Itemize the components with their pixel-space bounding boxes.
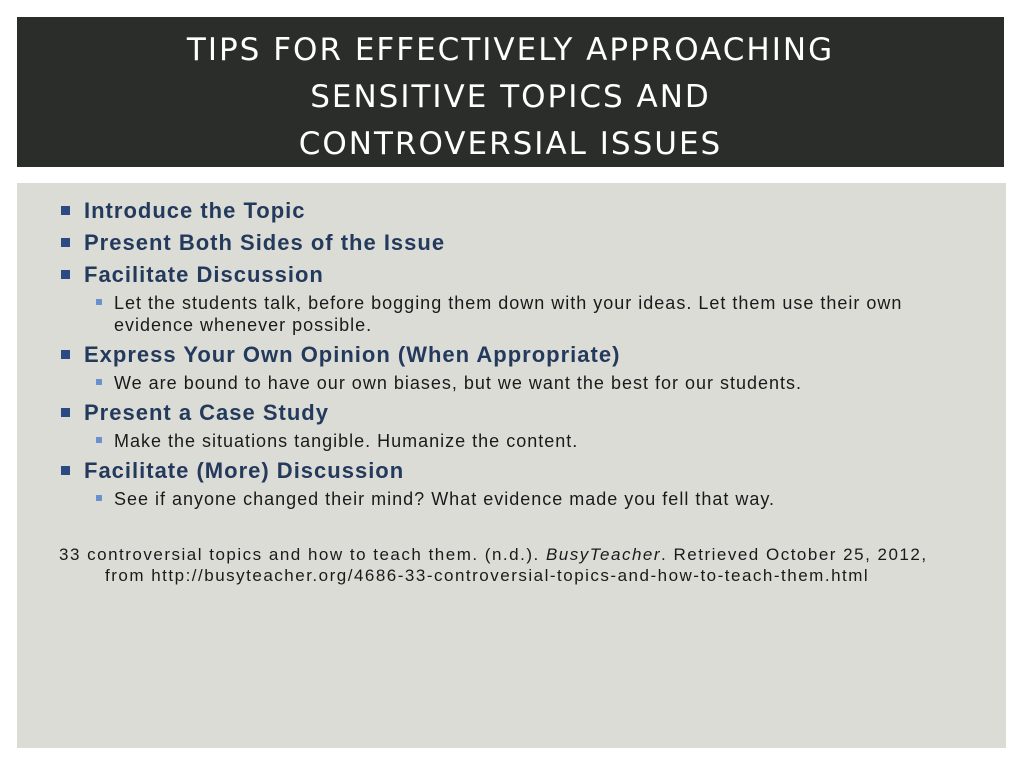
bullet-list: [59, 196, 976, 510]
small-square-bullet-icon: [96, 299, 102, 305]
sub-bullet-text: Let the students talk, before bogging them down with your ideas. Let them use their own evidence whenever possible.: [114, 293, 903, 335]
sub-bullet-text: We are bound to have our own biases, but we want the best for our students.: [114, 373, 803, 393]
bullet-introduce-topic: [59, 196, 976, 226]
citation-text-after: . Retrieved October 25, 2012, from http://busyteacher.org/4686-33-controversial-topics-and-how-to-teach-them.html: [105, 545, 928, 585]
bullet-text: Express Your Own Opinion (When Appropriate): [84, 342, 621, 367]
small-square-bullet-icon: [96, 437, 102, 443]
bullet-express-opinion: [59, 340, 976, 370]
square-bullet-icon: [61, 206, 70, 215]
bullet-text: Present a Case Study: [84, 400, 329, 425]
square-bullet-icon: [61, 408, 70, 417]
content-area: [17, 183, 1006, 748]
slide-title-line-1: TIPS FOR EFFECTIVELY APPROACHING: [186, 32, 835, 68]
citation: [59, 544, 976, 586]
bullet-text: Facilitate (More) Discussion: [84, 458, 405, 483]
sub-bullet-changed-mind: [89, 488, 976, 510]
square-bullet-icon: [61, 270, 70, 279]
title-bar: [17, 17, 1004, 167]
small-square-bullet-icon: [96, 495, 102, 501]
square-bullet-icon: [61, 238, 70, 247]
bullet-facilitate-discussion: [59, 260, 976, 290]
sub-bullet-let-students-talk: [89, 292, 976, 336]
slide-title-line-2: SENSITIVE TOPICS AND: [310, 79, 711, 115]
sub-bullet-biases: [89, 372, 976, 394]
bullet-present-both-sides: [59, 228, 976, 258]
sub-bullet-text: See if anyone changed their mind? What evidence made you fell that way.: [114, 489, 776, 509]
bullet-text: Introduce the Topic: [84, 198, 306, 223]
square-bullet-icon: [61, 350, 70, 359]
citation-text-before: 33 controversial topics and how to teach them. (n.d.).: [59, 545, 546, 564]
sub-bullet-text: Make the situations tangible. Humanize the content.: [114, 431, 579, 451]
bullet-case-study: [59, 398, 976, 428]
citation-source: BusyTeacher: [545, 545, 662, 564]
bullet-text: Present Both Sides of the Issue: [84, 230, 446, 255]
bullet-more-discussion: [59, 456, 976, 486]
slide-title-line-3: CONTROVERSIAL ISSUES: [298, 126, 723, 162]
bullet-text: Facilitate Discussion: [84, 262, 324, 287]
small-square-bullet-icon: [96, 379, 102, 385]
square-bullet-icon: [61, 466, 70, 475]
sub-bullet-tangible: [89, 430, 976, 452]
